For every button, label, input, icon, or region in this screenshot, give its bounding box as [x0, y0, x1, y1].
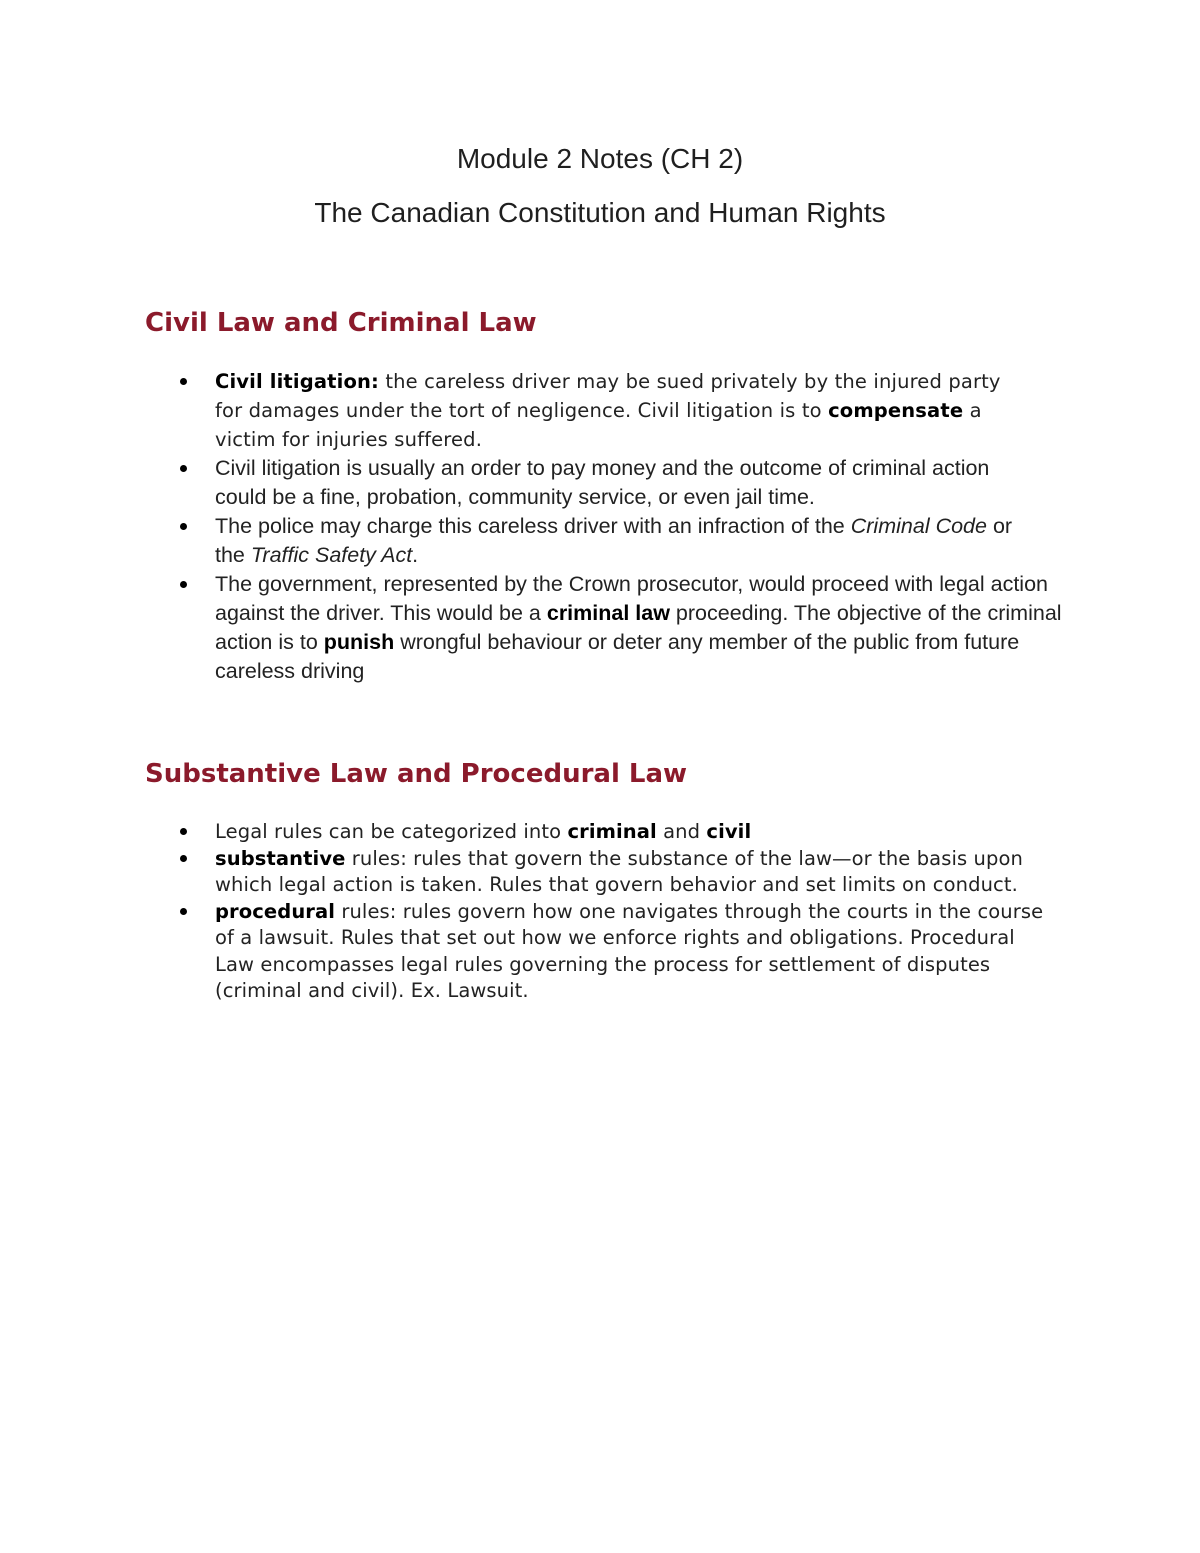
list-item [180, 819, 1045, 846]
list-item [180, 367, 1015, 454]
list-item-text: a victim for injuries suffered. [215, 399, 982, 451]
document-title: Module 2 Notes (CH 2) [456, 143, 744, 174]
term-criminal-law: criminal law [546, 601, 670, 625]
list-item-text: or the [215, 514, 1013, 567]
bullet-icon [180, 581, 187, 588]
term-compensate: compensate [828, 399, 964, 422]
list-item [180, 512, 1015, 570]
bullet-icon [180, 465, 187, 472]
criminal-code-title: Criminal Code [850, 514, 987, 538]
list-item-text: and [656, 820, 707, 843]
document-subtitle: The Canadian Constitution and Human Rights [314, 197, 886, 228]
term-criminal: criminal [567, 820, 657, 843]
list-item [180, 899, 1045, 1005]
section-heading-civil-criminal: Civil Law and Criminal Law [145, 308, 537, 338]
bullet-icon [180, 378, 187, 385]
bullet-icon [180, 855, 187, 862]
bullet-list-substantive-procedural [180, 819, 1080, 1005]
list-item-text: rules: rules that govern the substance of the law—or the basis upon which legal action is taken. Rules that govern behavior and set limits on conduct. [215, 846, 1023, 896]
list-item-text: Legal rules can be categorized into [215, 820, 568, 843]
traffic-safety-act-title: Traffic Safety Act [250, 543, 413, 567]
term-punish: punish [323, 630, 395, 654]
section-heading-substantive-procedural: Substantive Law and Procedural Law [145, 759, 688, 789]
list-item-text: proceeding. The objective of the criminal action is to [215, 601, 1062, 654]
list-item-text: The government, represented by the Crown prosecutor, would proceed with legal action against the driver. This would be a [215, 572, 1048, 625]
bullet-icon [180, 828, 187, 835]
list-item-text: the careless driver may be sued privately by the injured party for damages under the tort of negligence. Civil litigation is to [215, 370, 1001, 422]
list-item [180, 454, 1015, 512]
bullet-list-civil-criminal [180, 367, 1080, 686]
list-item-text: rules: rules govern how one navigates through the courts in the course of a lawsuit. Rules that set out how we enforce rights and obligations. Procedural Law encompasses legal rules governing the process for settlement of disputes (criminal and civil). Ex. Lawsuit. [215, 899, 1044, 1002]
term-substantive: substantive [215, 846, 346, 870]
list-item-text: Civil litigation is usually an order to pay money and the outcome of criminal action could be a fine, probation, community service, or even jail time. [215, 456, 990, 509]
term-civil-litigation: Civil litigation: [215, 370, 379, 393]
list-item [180, 570, 1065, 686]
list-item-text: wrongful behaviour or deter any member of the public from future careless driving [215, 630, 1020, 683]
term-procedural: procedural [215, 899, 336, 923]
bullet-icon [180, 523, 187, 530]
list-item-text: . [412, 543, 419, 567]
list-item [180, 846, 1045, 899]
bullet-icon [180, 908, 187, 915]
list-item-text: The police may charge this careless driver with an infraction of the [215, 514, 851, 538]
term-civil: civil [706, 820, 752, 843]
